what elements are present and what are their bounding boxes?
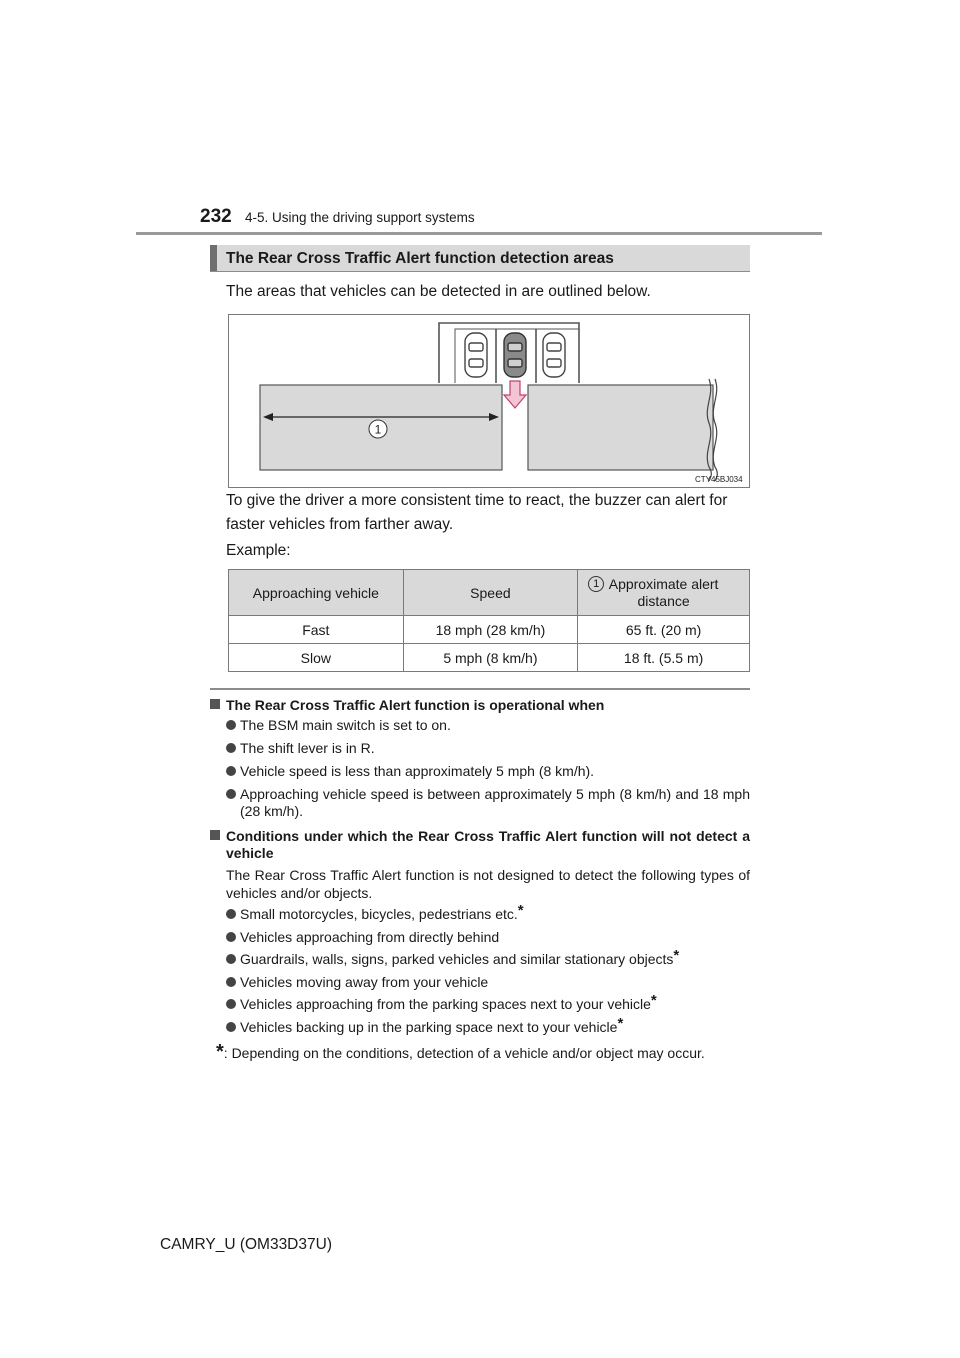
table-row bbox=[229, 644, 750, 672]
bullet-icon bbox=[226, 1022, 236, 1032]
list-item: The BSM main switch is set to on. bbox=[226, 717, 750, 734]
bullet-icon bbox=[226, 766, 236, 776]
square-bullet-icon bbox=[210, 699, 220, 709]
notes-divider bbox=[210, 688, 750, 690]
figure-code: CTY45BJ034 bbox=[695, 475, 743, 484]
list-item: Guardrails, walls, signs, parked vehicles and similar stationary objects* bbox=[226, 951, 750, 968]
bullet-icon bbox=[226, 977, 236, 987]
header-rule bbox=[136, 232, 822, 235]
detection-area-figure bbox=[228, 314, 750, 488]
asterisk-marker: * bbox=[517, 902, 524, 919]
bullet-icon bbox=[226, 909, 236, 919]
bullet-icon bbox=[226, 954, 236, 964]
callout-1-badge: 1 bbox=[588, 576, 604, 592]
footnote-text: : Depending on the conditions, detection of a vehicle and/or object may occur. bbox=[223, 1045, 705, 1061]
section-title-bar bbox=[210, 245, 750, 272]
table-header-distance-label: Approximate alert distance bbox=[608, 575, 719, 609]
intro-text: The areas that vehicles can be detected in are outlined below. bbox=[226, 283, 651, 300]
own-vehicle bbox=[504, 333, 526, 377]
example-label: Example: bbox=[226, 542, 291, 559]
conditions-intro: The Rear Cross Traffic Alert function is not designed to detect the following types of vehicles and/or objects. bbox=[226, 867, 750, 901]
table-header-row bbox=[229, 570, 750, 616]
footnote bbox=[216, 1043, 750, 1062]
list-item: Vehicle speed is less than approximately 5 mph (8 km/h). bbox=[226, 763, 750, 780]
asterisk-marker: * bbox=[673, 947, 680, 964]
list-item: Vehicles moving away from your vehicle bbox=[226, 974, 750, 991]
parked-car-right bbox=[543, 333, 565, 377]
list-item: Vehicles approaching from the parking spaces next to your vehicle* bbox=[226, 996, 750, 1013]
page-number: 232 bbox=[200, 206, 232, 227]
section-header: 4-5. Using the driving support systems bbox=[245, 210, 475, 225]
list-item: The shift lever is in R. bbox=[226, 740, 750, 757]
table-cell: 5 mph (8 km/h) bbox=[403, 644, 578, 672]
alert-distance-table bbox=[228, 569, 750, 672]
table-cell: Fast bbox=[229, 616, 404, 644]
table-header-vehicle: Approaching vehicle bbox=[229, 570, 404, 616]
conditions-heading: Conditions under which the Rear Cross Traffic Alert function will not detect a vehicle bbox=[210, 828, 750, 845]
table-cell: 65 ft. (20 m) bbox=[578, 616, 750, 644]
bullet-icon bbox=[226, 743, 236, 753]
list-item: Vehicles backing up in the parking space next to your vehicle* bbox=[226, 1019, 750, 1036]
bullet-icon bbox=[226, 932, 236, 942]
parked-car-left bbox=[465, 333, 487, 377]
table-cell: 18 mph (28 km/h) bbox=[403, 616, 578, 644]
document-footer: CAMRY_U (OM33D37U) bbox=[160, 1236, 332, 1253]
table-cell: 18 ft. (5.5 m) bbox=[578, 644, 750, 672]
section-title: The Rear Cross Traffic Alert function detection areas bbox=[226, 250, 614, 267]
detection-area-diagram bbox=[229, 315, 749, 487]
asterisk-marker: * bbox=[617, 1015, 624, 1032]
table-header-speed: Speed bbox=[403, 570, 578, 616]
list-item: Approaching vehicle speed is between approximately 5 mph (8 km/h) and 18 mph (28 km/h). bbox=[226, 786, 750, 820]
table-header-distance bbox=[578, 570, 750, 616]
footnote-asterisk: * bbox=[216, 1041, 224, 1063]
table-cell: Slow bbox=[229, 644, 404, 672]
bullet-icon bbox=[226, 720, 236, 730]
body-text: To give the driver a more consistent time to react, the buzzer can alert for faster vehicles from farther away. bbox=[226, 492, 728, 533]
section-title-marker bbox=[210, 245, 217, 271]
table-row bbox=[229, 616, 750, 644]
list-item: Vehicles approaching from directly behind bbox=[226, 929, 750, 946]
list-item: Small motorcycles, bicycles, pedestrians etc.* bbox=[226, 906, 750, 923]
detection-area-right bbox=[528, 385, 713, 470]
reverse-direction-arrow bbox=[504, 381, 526, 408]
callout-1: 1 bbox=[374, 422, 382, 437]
bullet-icon bbox=[226, 789, 236, 799]
asterisk-marker: * bbox=[650, 992, 657, 1009]
bullet-icon bbox=[226, 999, 236, 1009]
square-bullet-icon bbox=[210, 830, 220, 840]
operational-heading: The Rear Cross Traffic Alert function is operational when bbox=[210, 697, 750, 714]
